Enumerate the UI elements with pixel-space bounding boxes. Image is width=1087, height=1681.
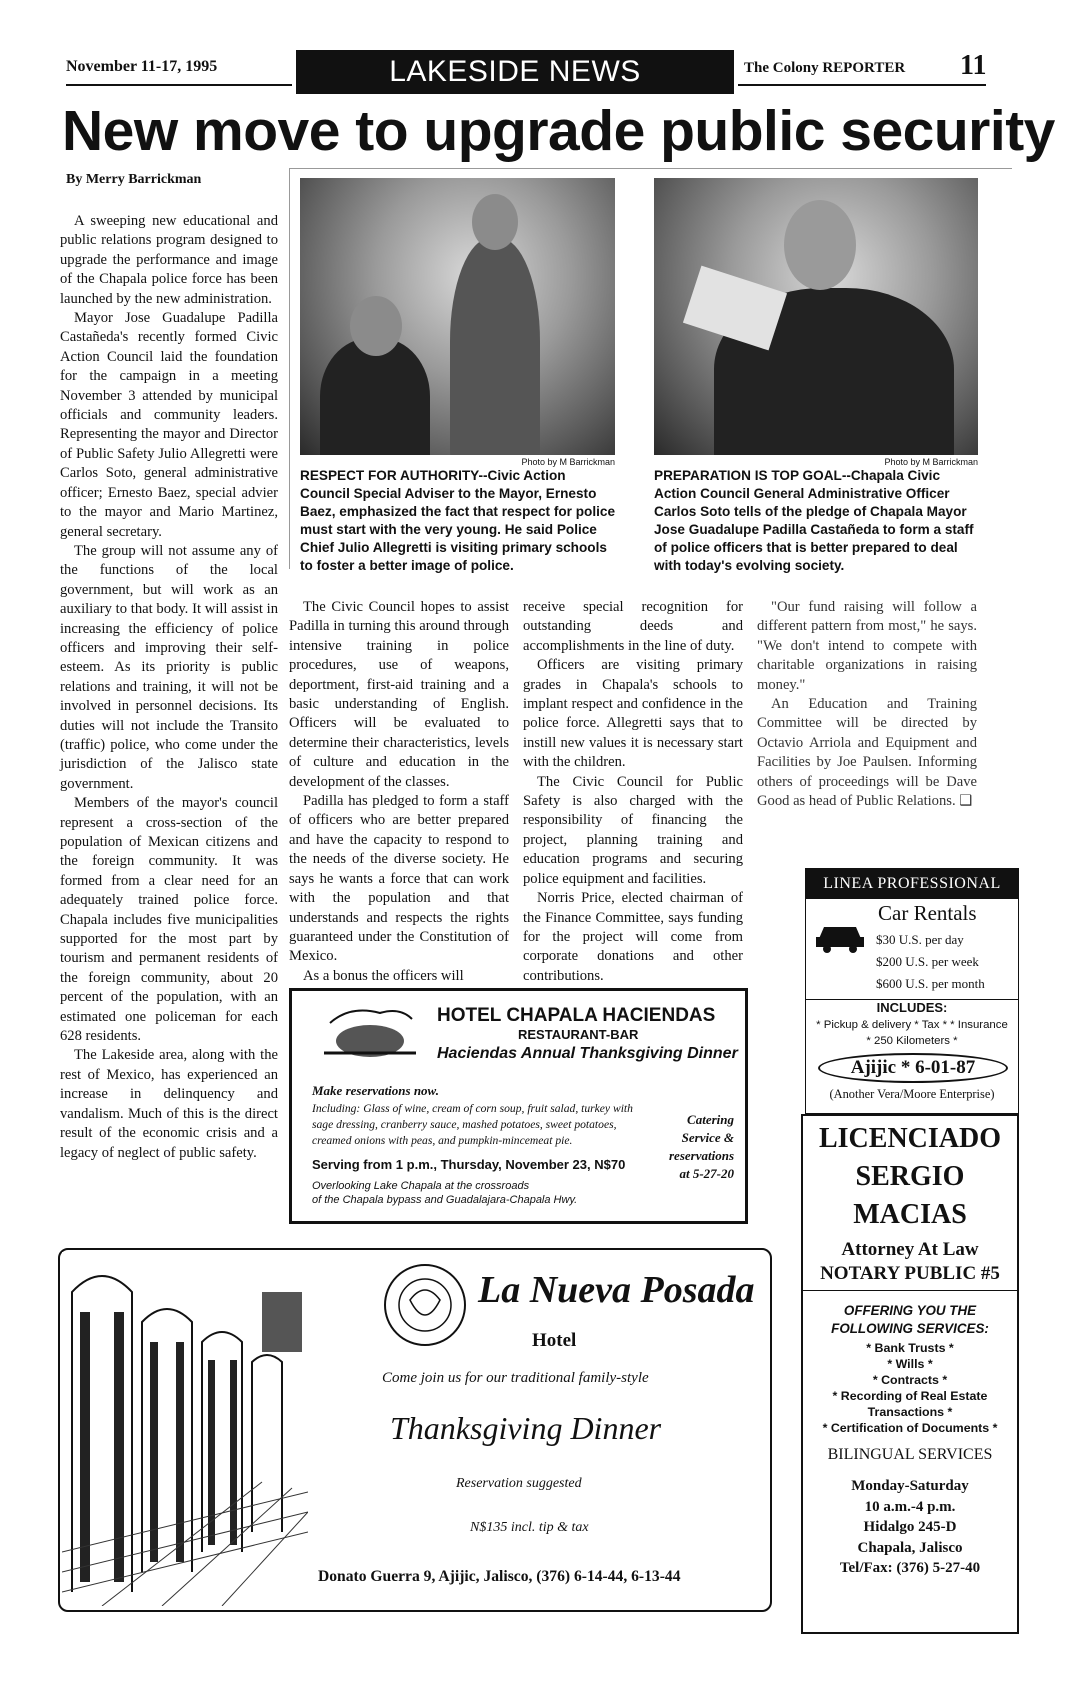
paragraph: Officers are visiting primary grades in Chapala's schools to implant respect and confidence in the police force. Allegretti says that to instill new values it is necessary start with the children. [523, 657, 743, 771]
article-column-3 [523, 598, 743, 986]
paragraph: The Civic Council for Public Safety is also charged with the responsibility of financing the project, planning training and education programs and securing police equipment and facilities. [523, 773, 743, 887]
paragraph: A sweeping new educational and public relations program designed to upgrade the performance and image of the Chapala police force has been launched by the new administration. [60, 213, 278, 307]
hotel-location [312, 1179, 577, 1207]
lawyer-name-line: MACIAS [853, 1199, 967, 1230]
article-column-4 [757, 598, 977, 811]
lawyer-services [809, 1340, 1011, 1436]
hotel-name: HOTEL CHAPALA HACIENDAS [437, 1005, 716, 1026]
car-rental-title: Car Rentals [878, 901, 977, 925]
header-rule-right [738, 84, 986, 86]
posada-ad [58, 1248, 772, 1612]
posada-reserve: Reservation suggested [456, 1476, 582, 1491]
paragraph: The group will not assume any of the functions of the local government, but will work as an auxiliary to that body. It will assist in increasing the efficiency of police officers and improving their self-esteem. As its priority is public relations and training, it will not be involved in personnel decisions. Its duties will not include the Transito (traffic) police, who come under the jurisdiction of the Jalisco state government. [60, 542, 278, 792]
lawyer-hours-line: Chapala, Jalisco [857, 1539, 963, 1556]
paragraph: Padilla has pledged to form a staff of officers who are better prepared and have the capacity to respond to the needs of the diverse society. He says he wants a force that can work with the population and that understands and respects the rights guaranteed under the Constitution of Mexico. [289, 793, 509, 965]
lawyer-hours-line: Tel/Fax: (376) 5-27-40 [839, 1560, 981, 1576]
article-column-1 [60, 212, 278, 1163]
hotel-location-line: of the Chapala bypass and Guadalajara-Chapala Hwy. [312, 1194, 578, 1206]
lawyer-offering: OFFERING YOU THE FOLLOWING SERVICES: [831, 1303, 989, 1336]
lawyer-title-line: Attorney At Law [841, 1239, 979, 1260]
lawyer-bilingual: BILINGUAL SERVICES [827, 1446, 993, 1463]
article-column-2 [289, 598, 509, 986]
lawyer-hours-line: Hidalgo 245-D [863, 1519, 957, 1535]
headline: New move to upgrade public security [62, 99, 1055, 163]
car-icon [814, 919, 866, 953]
hotel-menu: Including: Glass of wine, cream of corn soup, fruit salad, turkey with sage dressing, cranberry sauce, mashed potatoes, sweet potatoes, creamed onions with peas, and pumpkin-mincemeat pie. [312, 1102, 633, 1147]
paragraph: The Civic Council hopes to assist Padilla in turning this around through intensive training in police procedures, use of weapons, deportment, first-aid training and a basic understanding of English. Officers will be evaluated to determine their characteristics, levels of culture and education in the development of the classes. [289, 599, 509, 790]
paragraph: The Lakeside area, along with the rest of Mexico, has experienced an increase in delinquency and vandalism. Much of this is the direct result of the economic crisis and a legacy of neglect of public safety. [60, 1047, 278, 1161]
byline: By Merry Barrickman [66, 172, 202, 187]
lawyer-hours [803, 1476, 1017, 1579]
lawyer-service: * Wills * [887, 1357, 933, 1371]
posada-address: Donato Guerra 9, Ajijic, Jalisco, (376) 6-14-44, 6-13-44 [318, 1568, 681, 1585]
lawyer-title [803, 1238, 1017, 1286]
courtyard-illustration [62, 1252, 308, 1606]
car-rate: $200 U.S. per week [876, 954, 979, 969]
hotel-sub: RESTAURANT-BAR [518, 1027, 639, 1042]
lawyer-service: * Recording of Real Estate Transactions * [832, 1389, 988, 1419]
section-title: LAKESIDE NEWS [389, 55, 641, 88]
paragraph: "Our fund raising will follow a different pattern from most," he says. "We don't intend to compete with charitable organizations in raising money." [757, 599, 977, 693]
photo-credit: Photo by M Barrickman [884, 457, 978, 467]
lawyer-service: * Certification of Documents * [822, 1421, 998, 1435]
photo-caption: PREPARATION IS TOP GOAL--Chapala Civic Action Council General Administrative Officer Carlos Soto tells of the pledge of Chapala Mayor Jose Guadalupe Padilla Castañeda to form a staff of police officers that is better prepared to deal with today's evolving society. [654, 468, 974, 573]
hotel-haciendas-ad [289, 988, 748, 1224]
posada-invite: Come join us for our traditional family-style [382, 1370, 649, 1386]
photo-caption: RESPECT FOR AUTHORITY--Civic Action Council Special Adviser to the Mayor, Ernesto Baez, emphasized the fact that respect for police must start with the very young. He said Police Chief Julio Allegretti is visiting primary schools to foster a better image of police. [300, 468, 616, 573]
turkey-icon [320, 1003, 420, 1063]
hotel-reserve: Make reservations now. [312, 1083, 439, 1098]
car-rental-brand-bar [806, 869, 1018, 899]
hotel-catering: Catering Service & reservations at 5-27-20 [669, 1112, 734, 1181]
lawyer-name-line: LICENCIADO [818, 1123, 1002, 1154]
lawyer-ad [801, 1114, 1019, 1634]
end-mark: ❑ [959, 793, 973, 810]
car-note: (Another Vera/Moore Enterprise) [829, 1087, 995, 1101]
car-rate: $600 U.S. per month [876, 976, 985, 991]
paragraph: Norris Price, elected chairman of the Finance Committee, says funding for the project will come from corporate donations and other contributions. [523, 890, 743, 984]
header-rule-left [66, 84, 292, 86]
lawyer-title-line: NOTARY PUBLIC #5 [820, 1263, 1000, 1284]
photo-credit: Photo by M Barrickman [521, 457, 615, 467]
car-rates [876, 929, 985, 995]
paragraph: Members of the mayor's council represent a cross-section of the population of Mexican citizens and the foreign community. It was formed from a clear need for an adequately trained police force. Chapala includes five municipalities supported for the most part by tourism and permanent residents of the foreign community, about 20 percent of the population, with an estimated one policeman for each 628 residents. [60, 795, 278, 1045]
issue-date: November 11-17, 1995 [66, 58, 218, 75]
paragraph: receive special recognition for outstanding deeds and accomplishments in the line of duty. [523, 599, 743, 654]
lawyer-service: * Bank Trusts * [866, 1341, 954, 1355]
posada-price: N$135 incl. tip & tax [470, 1520, 589, 1535]
hotel-serving: Serving from 1 p.m., Thursday, November 23, N$70 [312, 1157, 626, 1172]
posada-type: Hotel [532, 1330, 577, 1351]
car-includes-label: INCLUDES: [806, 999, 1018, 1015]
posada-event: Thanksgiving Dinner [390, 1410, 662, 1446]
paragraph: An Education and Training Committee will be directed by Octavio Arriola and Equipment and Facilities by Joe Paulsen. Informing others of proceedings will be Dave Good as head of Public Relations. ❑ [757, 696, 977, 810]
section-banner [296, 50, 734, 94]
car-rental-brand: LINEA PROFESSIONAL [823, 875, 1001, 892]
car-includes: * Pickup & delivery * Tax * * Insurance * 250 Kilometers * [816, 1019, 1008, 1047]
photo-soto [654, 178, 978, 455]
posada-name: La Nueva Posada [478, 1269, 755, 1311]
page-number: 11 [960, 50, 987, 81]
paragraph: Mayor Jose Guadalupe Padilla Castañeda's recently formed Civic Action Council laid the foundation for the campaign in a meeting November 3 attended by municipal officials and community leaders. Representing the mayor and Director of Public Safety Julio Allegretti were Carlos Soto, general administrative officer; Ernesto Baez, special advier to the mayor and Mario Martinez, general secretary. [60, 310, 278, 540]
lawyer-service: * Contracts * [872, 1373, 948, 1387]
lawyer-divider [803, 1290, 1017, 1291]
lawyer-hours-line: Monday-Saturday [851, 1478, 969, 1494]
lawyer-name [803, 1120, 1017, 1234]
car-rental-ad [805, 868, 1019, 1114]
posada-seal-icon [380, 1260, 470, 1350]
lawyer-name-line: SERGIO [855, 1161, 965, 1192]
car-rate: $30 U.S. per day [876, 932, 964, 947]
hotel-event: Haciendas Annual Thanksgiving Dinner [437, 1045, 738, 1062]
paragraph: As a bonus the officers will [303, 967, 464, 984]
photo-baez [300, 178, 615, 455]
paper-name: The Colony REPORTER [744, 60, 906, 76]
hotel-location-line: Overlooking Lake Chapala at the crossroads [312, 1180, 530, 1192]
lawyer-hours-line: 10 a.m.-4 p.m. [864, 1498, 956, 1515]
car-phone: Ajijic * 6-01-87 [818, 1053, 1008, 1083]
